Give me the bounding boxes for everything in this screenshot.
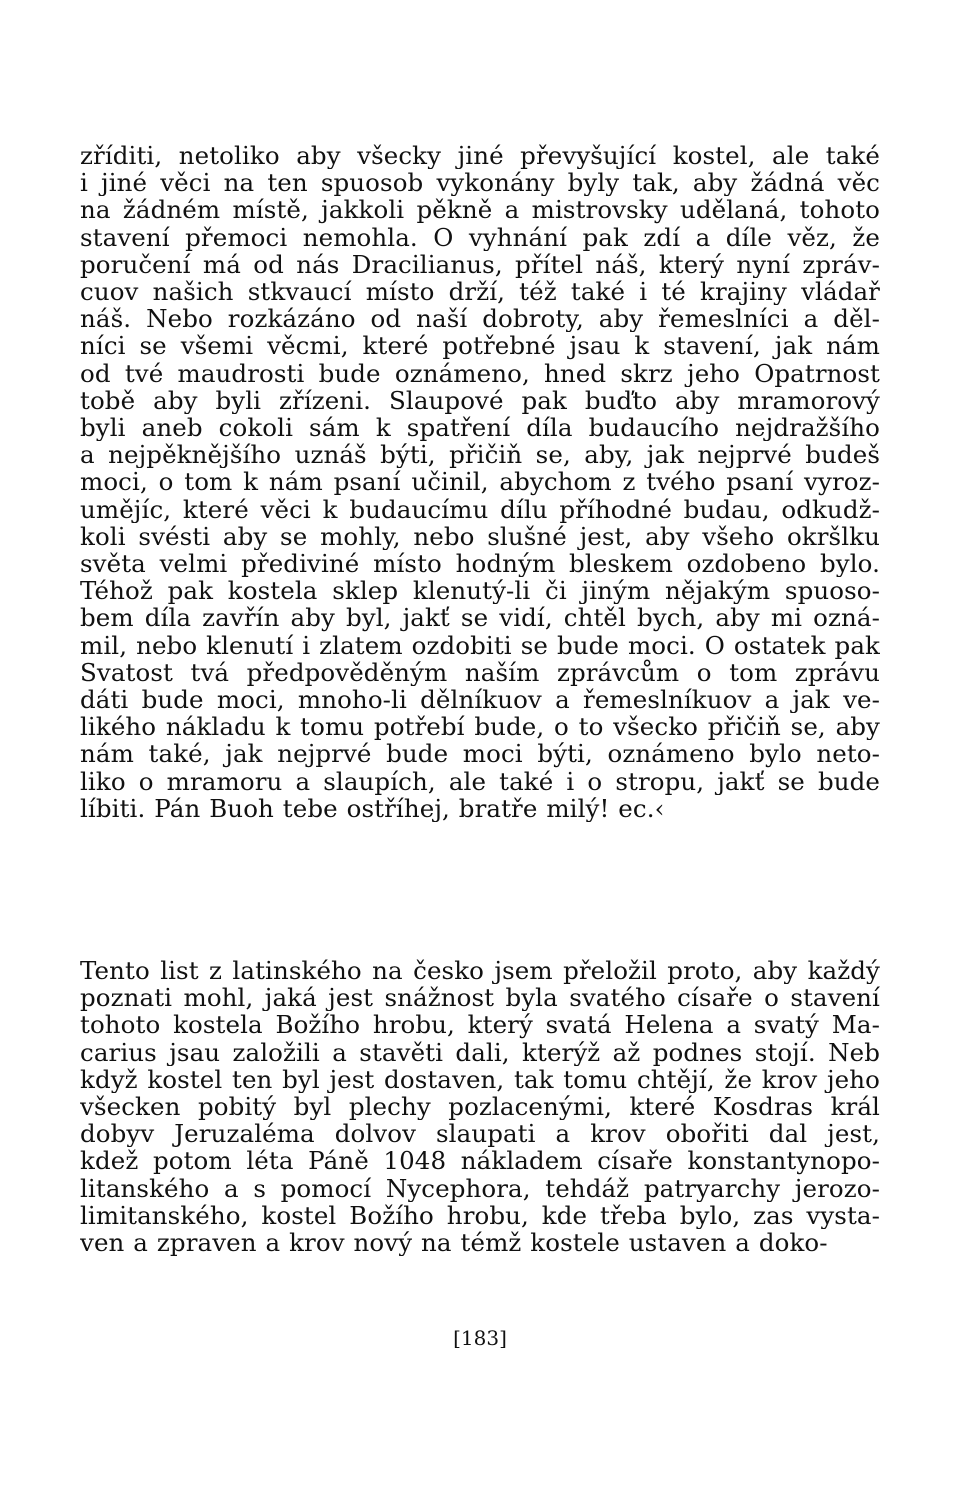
text-line: poznati mohl, jaká jest snážnost byla svatého císaře o stavení — [80, 984, 880, 1012]
text-line: dobyv Jeruzaléma dolvov slaupati a krov obořiti dal jest, — [80, 1120, 880, 1148]
page-number: [183] — [453, 1326, 507, 1350]
text-line: moci, o tom k nám psaní učinil, abychom z tvého psaní vyroz- — [80, 468, 880, 496]
text-line: kdež potom léta Páně 1048 nákladem císaře konstantynopo- — [80, 1147, 880, 1175]
text-line: níci se všemi věcmi, které potřebné jsau k stavení, jak nám — [80, 332, 880, 360]
text-line: Téhož pak kostela sklep klenutý-li či jiným nějakým spuoso- — [80, 577, 880, 605]
text-line: na žádném místě, jakkoli pěkně a mistrovsky udělaná, tohoto — [80, 196, 880, 224]
text-line: nám také, jak nejprvé bude moci býti, oznámeno bylo neto- — [80, 740, 880, 768]
text-line: zříditi, netoliko aby všecky jiné převyšující kostel, ale také — [80, 142, 880, 170]
text-line: tobě aby byli zřízeni. Slaupové pak buďto aby mramorový — [80, 386, 880, 415]
text-line: světa velmi přediviné místo hodným bleskem ozdobeno bylo. — [80, 550, 880, 578]
text-line: Svatost tvá předpověděným naším zprávcům o tom zprávu — [80, 658, 880, 687]
text-line: likého nákladu k tomu potřebí bude, o to všecko přičiň se, aby — [80, 713, 880, 741]
text-line: náš. Nebo rozkázáno od naší dobroty, aby řemeslníci a děl- — [80, 305, 880, 333]
text-line: od tvé maudrosti bude oznámeno, hned skrz jeho Opatrnost — [80, 359, 880, 387]
text-line: limitanského, kostel Božího hrobu, kde třeba bylo, zas vysta- — [80, 1201, 880, 1230]
paragraph-letter-text — [80, 142, 880, 822]
text-line: dáti bude moci, mnoho-li dělníkuov a řemeslníkuov a jak ve- — [80, 686, 880, 714]
text-line: stavení přemoci nemohla. O vyhnání pak zdí a díle věz, že — [80, 223, 880, 251]
text-line: i jiné věci na ten spuosob vykonány byly tak, aby žádná věc — [80, 169, 880, 197]
text-line: bem díla zavřín aby byl, jakť se vidí, chtěl bych, aby mi ozná- — [80, 604, 880, 632]
text-line: liko o mramoru a slaupích, ale také i o stropu, jakť se bude — [80, 767, 880, 795]
text-line: cuov našich stkvaucí místo drží, též také i té krajiny vládař — [80, 278, 880, 306]
text-line: když kostel ten byl jest dostaven, tak tomu chtějí, že krov jeho — [80, 1065, 880, 1094]
text-line: ven a zpraven a krov nový na témž kostele ustaven a doko- — [80, 1229, 828, 1257]
text-line: poručení má od nás Dracilianus, přítel náš, který nyní zpráv- — [80, 250, 880, 279]
text-line: Tento list z latinského na česko jsem přeložil proto, aby každý — [80, 957, 880, 985]
text-line: mil, nebo klenutí i zlatem ozdobiti se bude moci. O ostatek pak — [80, 631, 880, 659]
text-line: koli svésti aby se mohly, nebo slušné jest, aby všeho okršlku — [80, 522, 880, 551]
text-line: všecken pobitý byl plechy pozlacenými, které Kosdras král — [80, 1093, 880, 1121]
text-line: litanského a s pomocí Nycephora, tehdáž patryarchy jerozo- — [80, 1174, 880, 1202]
text-line: líbiti. Pán Buoh tebe ostříhej, bratře milý! ec.‹ — [80, 794, 665, 823]
text-line: a nejpěknějšího uznáš býti, přičiň se, aby, jak nejprvé budeš — [80, 441, 880, 469]
text-line: byli aneb cokoli sám k spatření díla budaucího nejdražšího — [80, 414, 880, 442]
paragraph-translator-note — [80, 957, 880, 1256]
text-line: umějíc, které věci k budaucímu dílu příhodné budau, odkudž- — [80, 495, 880, 523]
text-line: carius jsau založili a stavěti dali, kterýž až podnes stojí. Neb — [80, 1038, 880, 1066]
text-line: tohoto kostela Božího hrobu, který svatá Helena a svatý Ma- — [80, 1011, 880, 1039]
